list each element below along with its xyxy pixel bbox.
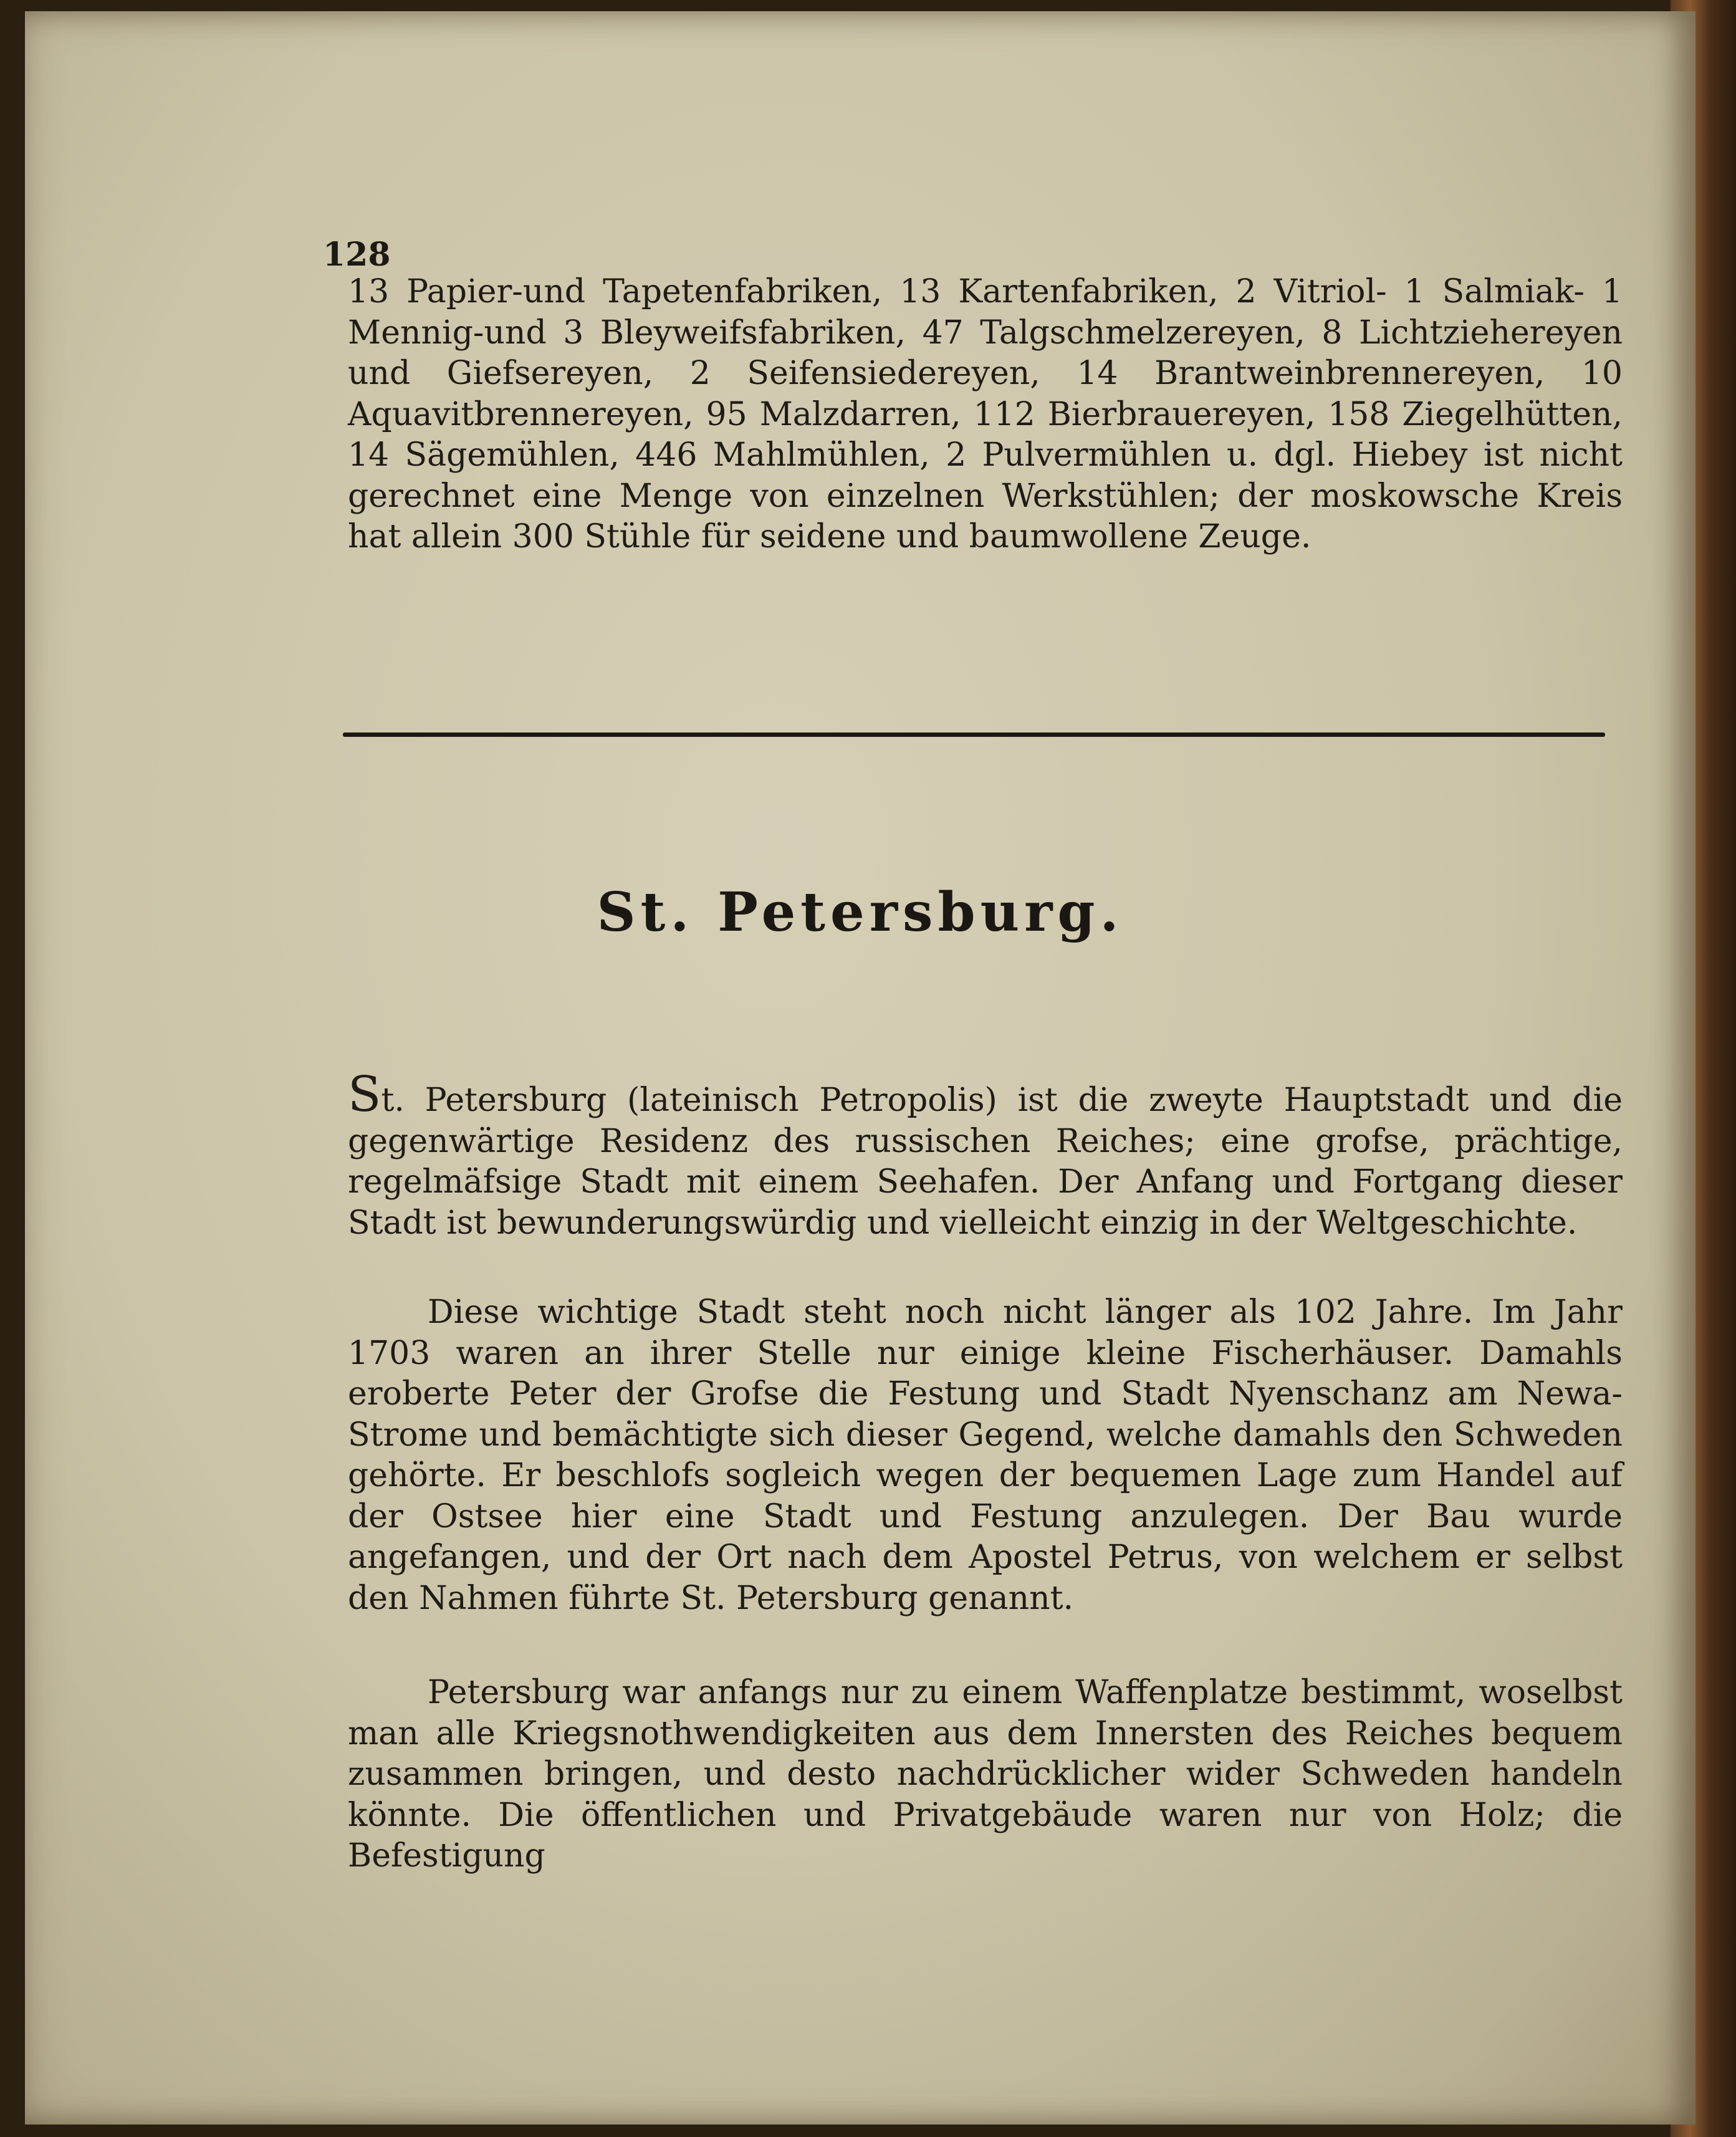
paragraph-initial: S <box>348 1067 381 1123</box>
continued-text-block: 13 Papier-und Tapetenfabriken, 13 Kartenfabriken, 2 Vitriol- 1 Salmiak- 1 Mennig-und 3 Bleyweifsfabriken, 47 Talgschmelzereyen, 8 Lichtziehereyen und Giefsereyen, 2 Seifensiedereyen, 14 Brantweinbrennereyen, 10 Aquavitbrennereyen, 95 Malzdarren, 112 Bierbrauereyen, 158 Ziegelhütten, 14 Sägemühlen, 446 Mahlmühlen, 2 Pulvermühlen u. dgl. Hiebey ist nicht gerechnet eine Menge von einzelnen Werkstühlen; der moskowsche Kreis hat allein 300 Stühle für seidene und baumwollene Zeuge. <box>348 273 1623 555</box>
paragraph-3: Petersburg war anfangs nur zu einem Waffenplatze bestimmt, woselbst man alle Kriegsnothwendigkeiten aus dem Innersten des Reiches bequem zusammen bringen, und desto nachdrücklicher wider Schweden handeln könnte. Die öffentlichen und Privatgebäude waren nur von Holz; die Befestigung <box>348 1674 1623 1875</box>
book-page <box>25 11 1695 2125</box>
page-number: 128 <box>323 236 391 274</box>
paragraph-2: Diese wichtige Stadt steht noch nicht länger als 102 Jahre. Im Jahr 1703 waren an ihrer Stelle nur einige kleine Fischerhäuser. Damahls eroberte Peter der Grofse die Festung und Stadt Nyenschanz am Newa-Strome und bemächtigte sich dieser Gegend, welche damahls den Schweden gehörte. Er beschlofs sogleich wegen der bequemen Lage zum Handel auf der Ostsee hier eine Stadt und Festung anzulegen. Der Bau wurde angefangen, und der Ort nach dem Apostel Petrus, von welchem er selbst den Nahmen führte St. Petersburg genannt. <box>348 1294 1623 1617</box>
paragraph-1 <box>348 1067 1623 1244</box>
section-divider-rule <box>343 732 1605 737</box>
paragraph-1-text: t. Petersburg (lateinisch Petropolis) ist die zweyte Hauptstadt und die gegenwärtige Residenz des russischen Reiches; eine grofse, prächtige, regelmäfsige Stadt mit einem Seehafen. Der Anfang und Fortgang dieser Stadt ist bewunderungswürdig und vielleicht einzig in der Weltgeschichte. <box>348 1082 1623 1242</box>
section-heading: St. Petersburg. <box>597 881 1124 944</box>
